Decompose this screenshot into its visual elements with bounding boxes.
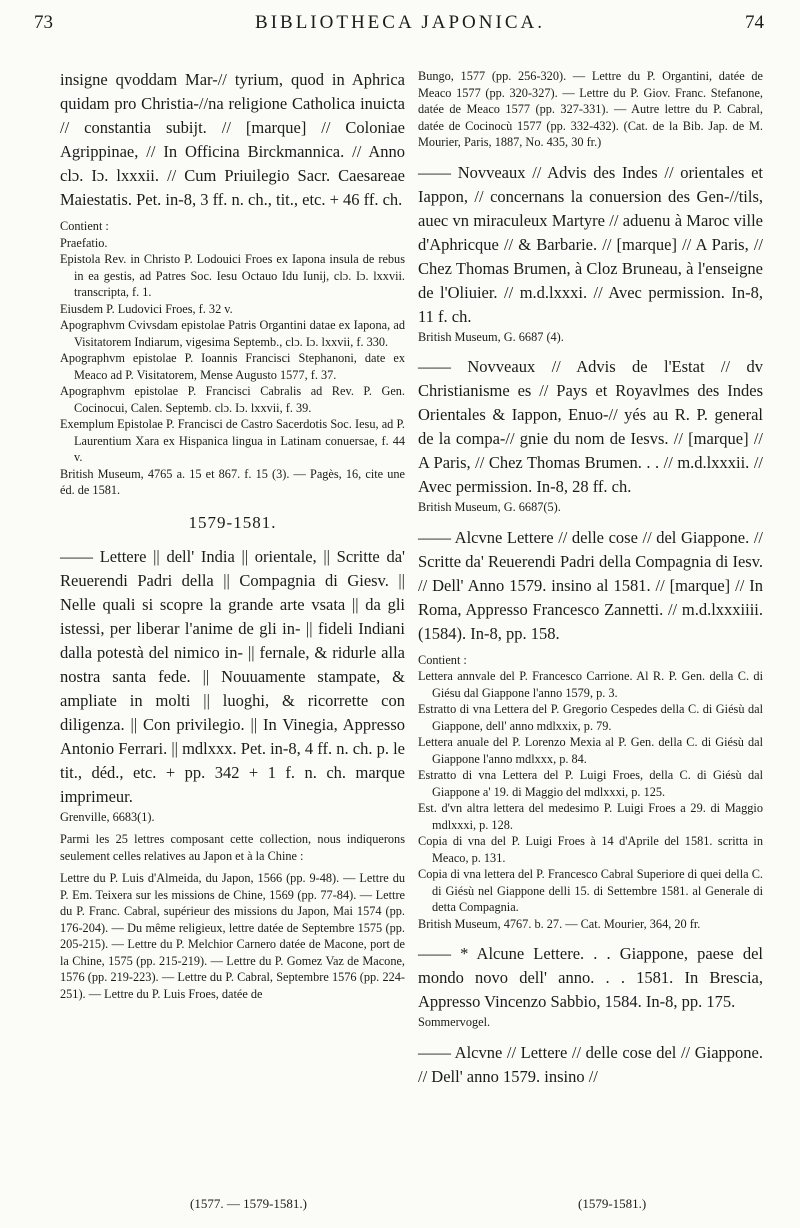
running-title: BIBLIOTHECA JAPONICA. <box>255 12 545 33</box>
entry-5-content-2: Estratto di vna Lettera del P. Gregorio Cespedes della C. di Giésù dal Giappone, dell' anno mdlxxix, p. 79. <box>418 702 763 733</box>
entry-2-note: Parmi les 25 lettres composant cette collection, nous indiquerons seulement celles relatives au Japon et à la Chine : <box>60 832 405 863</box>
year-heading: 1579-1581. <box>188 512 277 532</box>
entry-3-title: —— Novveaux // Advis des Indes // orientales et Iappon, // concernans la conuersion des Gen-//tils, auec vn miraculeux Martyre // aduenu à Maroc ville d'Aphricque // & Barbarie. // [marque] // A Paris, // Chez Thomas Brumen, à Cloz Bruneau, à l'enseigne de l'Oliuier. // m.d.lxxxi. // Avec permission. In-8, 11 f. ch. <box>418 162 763 326</box>
entry-1-content-3: Eiusdem P. Ludovici Froes, f. 32 v. <box>60 301 233 316</box>
entry-5-content-6: Copia di vna del P. Luigi Froes à 14 d'Aprile del 1581. scritta in Meaco, p. 131. <box>418 834 763 865</box>
entry-1-content-6: Apographvm epistolae P. Francisci Cabralis ad Rev. P. Gen. Cocinocui, Calen. Septemb. clɔ. Iɔ. lxxvii, f. 39. <box>60 384 405 415</box>
entry-1-content-1: Praefatio. <box>60 235 108 250</box>
entry-5-content-4: Estratto di vna Lettera del P. Luigi Froes, della C. di Giésù dal Giappone a' 19. di Maggio del mdlxxxi, p. 125. <box>418 768 763 799</box>
entry-5-contient: Contient : <box>418 652 467 667</box>
entry-5-title: —— Alcvne Lettere // delle cose // del Giappone. // Scritte da' Reuerendi Padri della Compagnia di Iesv. // Dell' Anno 1579. insino al 1581. // [marque] // In Roma, Appresso Francesco Zannetti. // m.d.lxxxiiii. (1584). In-8, pp. 158. <box>418 527 763 643</box>
left-column <box>60 68 405 1002</box>
entry-6-source: Sommervogel. <box>418 1015 491 1029</box>
entry-5-content-3: Lettera anuale del P. Lorenzo Mexia al P. Gen. della C. di Giésù dal Giappone l'anno mdlxxx, p. 84. <box>418 735 763 766</box>
entry-6-title: —— * Alcune Lettere. . . Giappone, paese del mondo novo dell' anno. . . 1581. In Brescia, Appresso Vincenzo Sabbio, 1584. In-8, pp. 175. <box>418 944 763 1011</box>
entry-1-content-4: Apographvm Cvivsdam epistolae Patris Organtini datae ex Iapona, ad Visitatorem Indiarum, vigesima Septemb., clɔ. Iɔ. lxxvii, f. 330. <box>60 318 405 349</box>
entry-2-list: Lettre du P. Luis d'Almeida, du Japon, 1566 (pp. 9-48). — Lettre du P. Em. Teixera sur les missions de Chine, 1569 (pp. 77-84). — Lettre du P. Franc. Cabral, supérieur des missions du Japon, Mai 1574 (pp. 176-204). — Du même religieux, lettre datée de Septembre 1575 (pp. 205-215). — Lettre du P. Melchior Carnero datée de Macone, port de la Chine, 1575 (pp. 215-219). — Lettre du P. Gomez Vaz de Macone, 1576 (pp. 219-223). — Lettre du P. Cabral, Septembre 1576 (pp. 224-251). — Lettre du P. Luis Froes, datée de <box>60 871 405 1001</box>
entry-1-contient: Contient : <box>60 219 109 233</box>
entry-1-title: insigne qvoddam Mar-// tyrium, quod in Aphrica quidam pro Christia-//na religione Catholica inuicta // constantia subijt. // [marque] // Coloniae Agrippinae, // In Officina Birckmannica. // Anno clɔ. Iɔ. lxxxii. // Cum Priuilegio Sacr. Caesareae Maiestatis. Pet. in-8, 3 ff. n. ch., tit., etc. + 46 ff. ch. <box>60 70 405 209</box>
footer-date-left: (1577. — 1579-1581.) <box>190 1196 307 1211</box>
entry-5-source: British Museum, 4767. b. 27. — Cat. Mourier, 364, 20 fr. <box>418 916 701 931</box>
entry-4-source: British Museum, G. 6687(5). <box>418 500 561 514</box>
entry-5-content-5: Est. d'vn altra lettera del medesimo P. Luigi Froes a 29. di Maggio mdlxxxi, p. 128. <box>418 801 763 832</box>
entry-2-title: —— Lettere || dell' India || orientale, || Scritte da' Reuerendi Padri della || Compagnia di Giesv. || Nelle quali si scopre la grande arte vsata || da gli istessi, per liberar l'anime de gli in- || fideli Indiani dalla potestà del nimico in- || fernale, & ridurle alla nostra santa fede. || Nouuamente stampate, & ampliate in molti || luoghi, & ricorrette con diligenza. || Con privilegio. || In Vinegia, Appresso Antonio Ferrari. || mdlxxx. Pet. in-8, 4 ff. n. ch. p. le tit., déd., etc. + pp. 342 + 1 f. n. ch. marque imprimeur. <box>60 546 405 806</box>
entry-1-source: British Museum, 4765 a. 15 et 867. f. 15 (3). — Pagès, 16, cite une éd. de 1581. <box>60 466 405 497</box>
entry-5-content-7: Copia di vna lettera del P. Francesco Cabral Superiore di quei della C. di Giésù nel Giappone delli 15. di Settembre 1581. al Generale di detta Compagnia. <box>418 867 763 914</box>
entry-5-content-1: Lettera annvale del P. Francesco Carrione. Al R. P. Gen. della C. di Giésu dal Giappone l'anno 1579, p. 3. <box>418 669 763 700</box>
page-number-right: 74 <box>745 12 764 33</box>
footer-date-right: (1579-1581.) <box>578 1196 647 1211</box>
entry-2-source: Grenville, 6683(1). <box>60 809 155 824</box>
running-header <box>0 12 800 38</box>
page-number-left: 73 <box>34 12 53 33</box>
entry-1-content-2: Epistola Rev. in Christo P. Lodouici Froes ex Iapona insula de rebus in ea gestis, ad Patres Soc. Iesu Octauo Idu Iunij, clɔ. Iɔ. lxxvii. transcripta, f. 1. <box>60 252 405 299</box>
entry-3-source: British Museum, G. 6687 (4). <box>418 329 564 344</box>
entry-1-content-5: Apographvm epistolae P. Ioannis Francisci Stephanoni, date ex Meaco ad P. Visitatorem, Mense Augusto 1577, f. 37. <box>60 351 405 382</box>
entry-2-list-continued: Bungo, 1577 (pp. 256-320). — Lettre du P. Organtini, datée de Meaco 1577 (pp. 320-327). — Lettre du P. Giov. Franc. Stefanone, datée de Meaco 1577 (pp. 327-331). — Autre lettre du P. Cabral, datée de Cocinocù 1577 (pp. 332-432). (Cat. de la Bib. Jap. de M. Mourier, Paris, 1887, No. 435, 30 fr.) <box>418 69 763 149</box>
right-column <box>418 68 763 1089</box>
entry-4-title: —— Novveaux // Advis de l'Estat // dv Christianisme es // Pays et Royavlmes des Indes Orientales & Iappon, Enuo-// yés au R. P. general de la compa-// gnie du nom de Iesvs. // [marque] // A Paris, // Chez Thomas Brumen. . . // m.d.lxxxii. // Avec permission. In-8, 28 ff. ch. <box>418 357 763 496</box>
entry-1-content-7: Exemplum Epistolae P. Francisci de Castro Sacerdotis Soc. Iesu, ad P. Laurentium Xara ex Hispanica lingua in Latinam conuersae, f. 44 v. <box>60 417 405 464</box>
entry-7-title: —— Alcvne // Lettere // delle cose del // Giappone. // Dell' anno 1579. insino // <box>418 1042 763 1086</box>
